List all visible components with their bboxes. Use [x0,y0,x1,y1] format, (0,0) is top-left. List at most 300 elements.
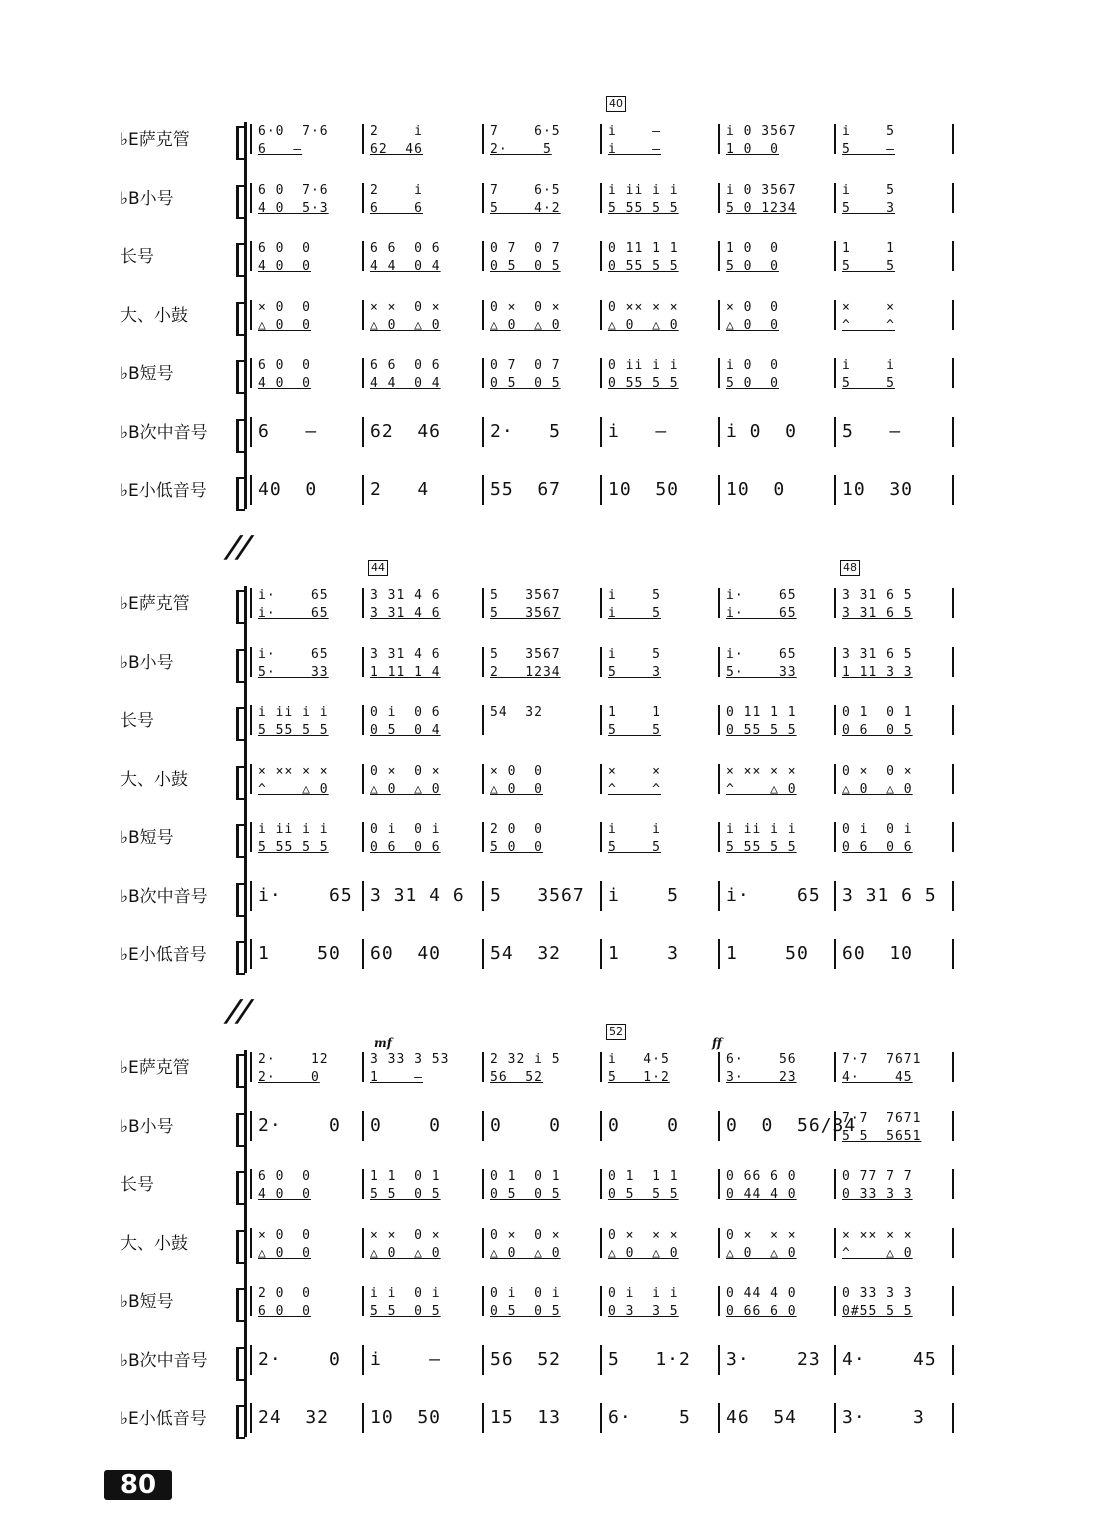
measure [258,1163,358,1207]
measure [490,294,596,338]
measure-notes: 0 0 [490,1114,562,1136]
staff-brace [236,419,245,453]
measure [726,933,830,977]
measure-upper: i 5 [842,124,895,139]
measure [258,1397,358,1441]
measure [258,118,358,162]
measure [726,118,830,162]
measure [258,1105,358,1149]
barline [362,588,364,618]
measure [842,352,948,396]
instrument-label: ♭B短号 [120,364,174,384]
staff-row [0,816,1120,860]
staff-row [0,411,1120,455]
measure [490,641,596,685]
measure-upper: 0 1 1 1 [608,1169,679,1184]
barline [362,764,364,794]
measure [842,875,948,919]
barline [250,124,252,154]
measure-upper: i· 65 [258,646,329,662]
measure [490,235,596,279]
measure-notes: 1 3 [608,943,680,964]
measure-lower: 0 6 0 6 [370,840,441,855]
measure [842,177,948,221]
barline [362,881,364,911]
measure-lower: 1 0 0 [726,142,779,157]
barline [250,822,252,852]
measure-lower: 5 5 [608,723,661,738]
staff-row [0,1046,1120,1090]
measure-upper: i 0 3567 [726,124,797,139]
measure-upper: 54 32 [490,705,543,720]
measure-lower: ^ △ 0 [258,781,329,797]
measure-upper: 3 31 6 5 [842,588,913,603]
measure-upper: 0 1 0 1 [842,705,913,720]
measure [608,875,714,919]
measure-lower: 4 0 0 [258,376,311,391]
measure-upper: 0 1 0 1 [490,1169,561,1184]
barline [600,764,602,794]
measure [842,1339,948,1383]
measure-lower: 0 6 0 5 [842,723,913,738]
measure-upper: 1 1 [842,241,895,256]
measure [726,294,830,338]
measure-upper: i ii i i [258,705,329,720]
measure-upper: 1 1 0 1 [370,1169,441,1184]
measure [608,1046,714,1090]
measure [726,641,830,685]
measure [842,118,948,162]
measure [842,816,948,860]
measure [726,582,830,626]
measure-notes: i· 65 [726,884,821,906]
measure-lower: △ 0 △ 0 [370,781,441,797]
dynamic-mark: mf [374,1036,392,1050]
measure-upper: 1 1 [608,705,661,720]
rehearsal-mark: 40 [606,96,626,112]
instrument-label: ♭E萨克管 [120,1058,190,1078]
instrument-label: ♭B次中音号 [120,1350,208,1371]
measure-lower: 0 55 5 5 [726,723,797,738]
measure-lower: i· 65 [726,606,797,621]
staff-row [0,1280,1120,1324]
measure [370,352,478,396]
barline [600,124,602,154]
measure-upper: i — [608,124,661,139]
measure [842,758,948,802]
barline [952,241,954,271]
barline [250,475,252,505]
measure [490,582,596,626]
measure-lower: 3 31 6 5 [842,606,913,621]
barline [834,647,836,677]
barline [718,1169,720,1199]
measure [490,816,596,860]
measure [726,411,830,455]
measure-lower: △ 0 △ 0 [842,781,913,797]
measure-lower: 5 5 [842,376,895,391]
measure [608,1222,714,1266]
measure [608,1105,714,1149]
measure-upper: 0 44 4 0 [726,1286,797,1301]
measure-upper: 0 ii i i [608,358,679,373]
barline [362,1286,364,1316]
measure [370,641,478,685]
measure [490,118,596,162]
barline [952,358,954,388]
measure-lower: 5 — [842,142,895,157]
measure-notes: 10 30 [842,479,914,500]
measure [490,1163,596,1207]
measure-notes: i 0 0 [726,420,798,442]
system-separator: // [221,529,257,565]
measure-lower: 56 52 [490,1070,543,1085]
measure-upper: i 0 0 [726,358,779,373]
staff-brace [236,1054,245,1088]
measure-lower: 5 5 [608,840,661,855]
measure [608,352,714,396]
measure [258,352,358,396]
barline [250,1403,252,1433]
measure-notes: i· 65 [258,884,353,906]
measure-upper: 6 0 0 [258,1169,311,1184]
measure-notes: 2· 0 [258,1114,341,1136]
measure-notes: 3 31 4 6 [370,884,465,906]
barline [952,647,954,677]
measure-lower: 0 66 6 0 [726,1304,797,1319]
barline [362,705,364,735]
measure [842,1046,948,1090]
measure [726,235,830,279]
measure-upper: 7·7 7671 [842,1052,922,1067]
measure-notes: 10 0 [726,479,786,500]
instrument-label: 大、小鼓 [120,1233,188,1254]
barline [718,647,720,677]
measure [726,469,830,513]
barline [600,417,602,447]
measure [258,469,358,513]
measure-upper: 5 3567 [490,588,561,603]
barline [600,1345,602,1375]
measure-upper: 0 i 0 i [490,1286,561,1301]
barline [600,358,602,388]
staff-row [0,699,1120,743]
barline [362,475,364,505]
staff-row [0,933,1120,977]
measure [842,235,948,279]
barline [362,1111,364,1141]
measure-upper: 1 0 0 [726,241,779,256]
barline [250,939,252,969]
barline [600,881,602,911]
measure [370,1280,478,1324]
barline [250,881,252,911]
dynamic-mark: ff [712,1036,722,1050]
barline [834,881,836,911]
barline [482,1345,484,1375]
barline [482,124,484,154]
measure-lower: 0 5 0 5 [490,1187,561,1202]
barline [250,647,252,677]
measure-lower: 1 11 1 4 [370,664,441,680]
measure [608,758,714,802]
measure-lower: 5 0 0 [726,376,779,391]
barline [250,300,252,330]
measure-lower: 5 1·2 [608,1070,670,1085]
measure-upper: 2 0 0 [258,1286,311,1301]
score-system [0,561,1120,1029]
staff-brace [236,1230,245,1264]
instrument-label: 大、小鼓 [120,769,188,790]
measure [490,1046,596,1090]
measure [258,177,358,221]
barline [952,1345,954,1375]
measure-upper: 5 3567 [490,646,561,662]
barline [250,1286,252,1316]
barline [250,588,252,618]
measure-upper: 0 i 0 6 [370,705,441,720]
measure-upper: 2 i [370,182,423,198]
measure-upper: i 5 [842,182,895,198]
measure [258,758,358,802]
staff-brace [236,1405,245,1439]
staff-row [0,352,1120,396]
barline [718,705,720,735]
barline [952,764,954,794]
measure [608,411,714,455]
measure-notes: 15 13 [490,1407,562,1428]
measure [258,641,358,685]
measure [726,1046,830,1090]
measure [258,699,358,743]
staff-brace [236,360,245,394]
barline [718,1286,720,1316]
measure [258,875,358,919]
barline [362,939,364,969]
measure-lower: 0 5 0 5 [490,376,561,391]
measure [258,411,358,455]
measure-lower: 5· 33 [258,664,329,680]
barline [482,1228,484,1258]
barline [600,241,602,271]
measure [608,1163,714,1207]
measure-upper: i 5 [608,646,661,662]
measure [490,1280,596,1324]
instrument-label: 长号 [120,711,154,731]
measure-upper: 0 77 7 7 [842,1169,913,1184]
measure [370,1046,478,1090]
staff-row [0,177,1120,221]
measure-lower: 5 0 1234 [726,200,797,216]
staff-brace [236,649,245,683]
measure [370,933,478,977]
measure-upper: 6· 56 [726,1052,797,1067]
barline [952,881,954,911]
measure-notes: i — [608,420,668,442]
barline [362,822,364,852]
measure-lower: △ 0 △ 0 [370,317,441,333]
measure-notes: 2· 0 [258,1348,341,1370]
staff-brace [236,824,245,858]
measure [842,1222,948,1266]
measure [258,235,358,279]
measure [370,699,478,743]
measure-lower: △ 0 △ 0 [370,1245,441,1261]
staff-row [0,1163,1120,1207]
instrument-label: 长号 [120,1175,154,1195]
score-system [0,1025,1120,1456]
measure-lower: 62 46 [370,142,423,157]
measure-lower: 5 0 0 [726,259,779,274]
barline [600,1228,602,1258]
barline [834,1052,836,1082]
measure-lower: 0 55 5 5 [608,376,679,391]
measure [258,582,358,626]
staff-brace [236,1347,245,1381]
measure [726,875,830,919]
measure [726,1280,830,1324]
measure-upper: 0 ×× × × [608,299,679,315]
barline [718,1111,720,1141]
barline [250,358,252,388]
barline [834,1228,836,1258]
measure-lower: 2· 0 [258,1070,320,1085]
barline [600,939,602,969]
measure-upper: 0 × × × [726,1227,797,1243]
measure [258,294,358,338]
measure [370,469,478,513]
measure-notes: 46 54 [726,1407,798,1428]
measure-lower: 5 3 [608,664,661,680]
instrument-label: ♭E小低音号 [120,945,207,965]
measure-notes: 10 50 [608,479,680,500]
barline [952,475,954,505]
barline [718,358,720,388]
barline [482,417,484,447]
measure [490,1397,596,1441]
measure-lower: 4 0 0 [258,1187,311,1202]
staff-brace [236,941,245,975]
measure-lower: 4 0 0 [258,259,311,274]
measure [842,294,948,338]
measure [258,1046,358,1090]
measure [726,352,830,396]
instrument-label: ♭B短号 [120,1292,174,1312]
barline [482,881,484,911]
measure-upper: i 4·5 [608,1052,670,1067]
measure-lower: 0 44 4 0 [726,1187,797,1202]
measure-upper: i· 65 [726,588,797,603]
measure [370,411,478,455]
staff-row [0,235,1120,279]
measure-notes: 40 0 [258,479,318,500]
measure-lower: 0 5 0 5 [490,259,561,274]
measure-notes: 6· 5 [608,1407,691,1428]
barline [834,124,836,154]
staff-row [0,294,1120,338]
barline [600,705,602,735]
barline [952,124,954,154]
measure-lower: 4 0 5·3 [258,200,329,216]
barline [718,183,720,213]
barline [600,647,602,677]
instrument-label: ♭E小低音号 [120,1409,207,1429]
measure-upper: 6 0 7·6 [258,182,329,198]
barline [718,764,720,794]
barline [952,1403,954,1433]
staff-brace [236,243,245,277]
barline [952,183,954,213]
measure-upper: 0 i 0 i [370,822,441,837]
measure-lower: i 5 [608,606,661,621]
barline [834,588,836,618]
measure-upper: 2 i [370,124,423,139]
measure [608,933,714,977]
measure-upper: i· 65 [258,588,329,603]
measure-upper: × × [608,763,661,779]
measure [370,758,478,802]
barline [482,939,484,969]
measure [258,933,358,977]
barline [952,1052,954,1082]
barline [952,1111,954,1141]
staff-brace [236,302,245,336]
measure-notes: 1 50 [258,943,341,964]
measure [370,294,478,338]
barline [250,183,252,213]
measure [258,816,358,860]
barline [482,183,484,213]
measure-lower: 4 4 0 4 [370,376,441,391]
barline [362,300,364,330]
measure-lower: 0 5 0 5 [490,1304,561,1319]
barline [362,417,364,447]
measure [608,582,714,626]
measure-upper: 7·7 7671 [842,1110,922,1126]
measure [842,1397,948,1441]
measure-lower: 2· 5 [490,142,552,157]
barline [362,1052,364,1082]
measure-upper: i i [842,358,895,373]
measure-upper: 6 0 0 [258,358,311,373]
measure [490,1339,596,1383]
measure-lower: 5· 33 [726,664,797,680]
barline [834,939,836,969]
measure-lower: △ 0 0 [258,1245,311,1261]
staff-brace [236,1171,245,1205]
barline [718,1345,720,1375]
measure-upper: 0 66 6 0 [726,1169,797,1184]
staff-row [0,469,1120,513]
measure-lower: 5 55 5 5 [608,200,679,216]
measure [370,1397,478,1441]
measure-lower: 5 5 5651 [842,1128,922,1144]
instrument-label: ♭B小号 [120,1116,174,1137]
measure-notes: i 5 [608,884,680,906]
measure [370,1339,478,1383]
barline [952,300,954,330]
measure-upper: × ×× × × [726,763,797,779]
staff-brace [236,1113,245,1147]
measure-upper: 0 i 0 i [842,822,913,837]
measure [608,1397,714,1441]
instrument-label: ♭B短号 [120,828,174,848]
barline [952,705,954,735]
measure-lower: 6 6 [370,200,423,216]
measure [370,875,478,919]
measure [370,177,478,221]
measure-upper: 0 11 1 1 [726,705,797,720]
